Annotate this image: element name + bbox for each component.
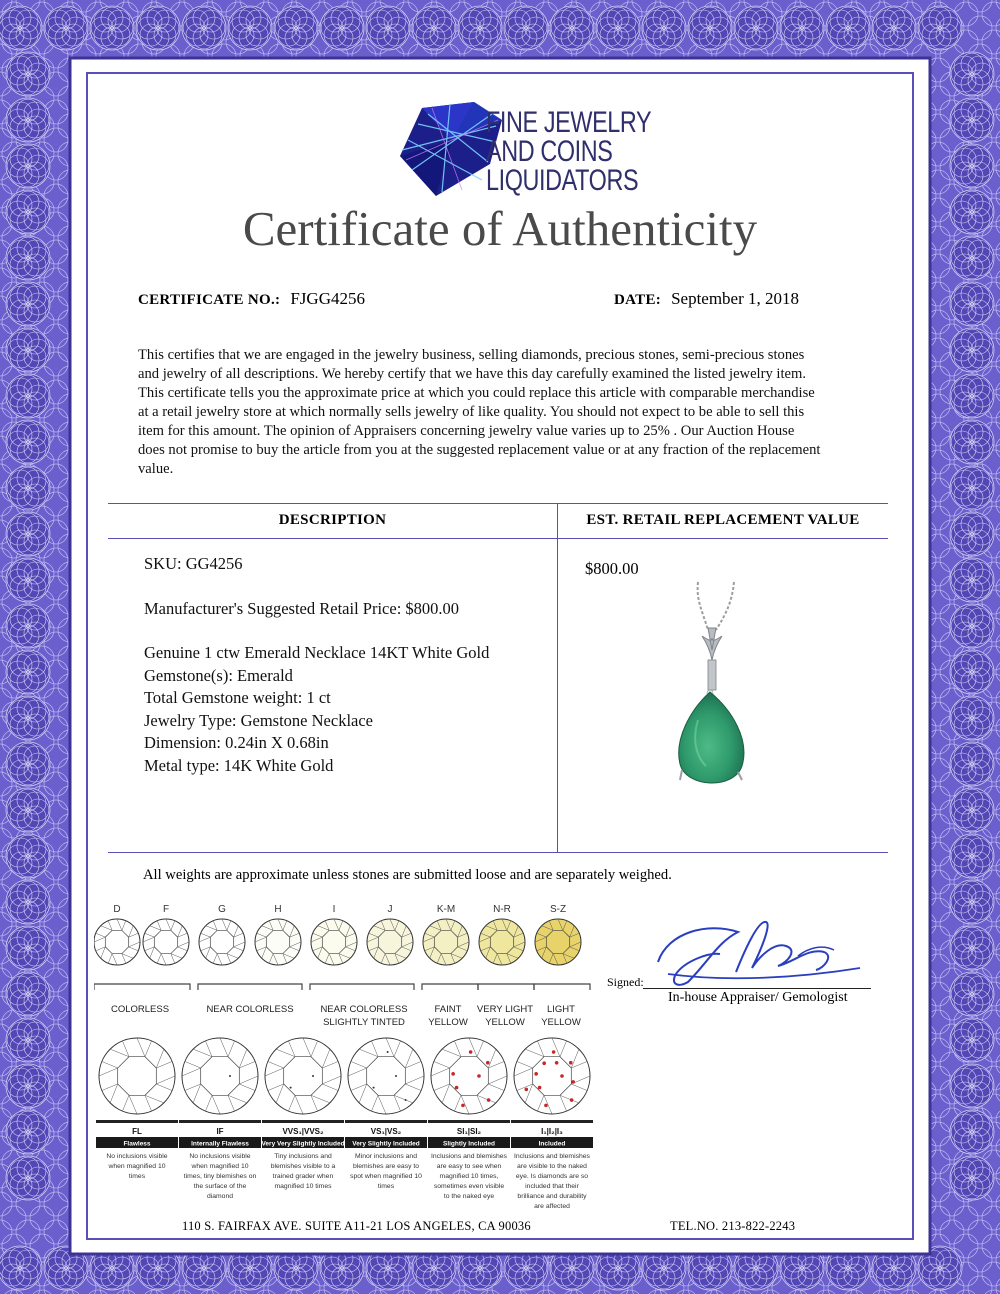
- clarity-description-line: are easy to see when: [436, 1163, 502, 1170]
- clarity-grade-stone: [265, 1038, 341, 1114]
- color-grade-letter: K-M: [436, 904, 456, 915]
- date-label: DATE:: [614, 292, 662, 308]
- clarity-description-line: Tiny inclusions and: [274, 1153, 332, 1160]
- border-rosette: [366, 6, 410, 50]
- certificate-number-label: CERTIFICATE NO.:: [138, 292, 281, 308]
- color-group-bracket: [198, 984, 302, 990]
- clarity-code: I₁|I₂|I₃: [541, 1127, 563, 1136]
- clarity-code: FL: [132, 1127, 142, 1136]
- clarity-description-line: blemishes visible to a: [270, 1163, 336, 1170]
- color-group-label: SLIGHTLY TINTED: [323, 1017, 405, 1028]
- border-rosette: [6, 604, 50, 648]
- intro-line: This certifies that we are engaged in the jewelry business, selling diamonds, precious stones, semi-precious stones: [138, 347, 805, 363]
- border-rosette: [6, 98, 50, 142]
- border-rosette: [182, 6, 226, 50]
- color-grade-stone: [311, 919, 357, 965]
- border-rosette: [274, 6, 318, 50]
- border-rosette: [228, 6, 272, 50]
- border-rosette: [320, 6, 364, 50]
- emerald-necklace-image: [650, 580, 760, 800]
- border-rosette: [950, 558, 994, 602]
- border-rosette: [6, 834, 50, 878]
- color-group-bracket: [94, 984, 190, 990]
- border-rosette: [6, 374, 50, 418]
- border-rosette: [550, 6, 594, 50]
- detail-line: Gemstone(s): Emerald: [144, 665, 293, 685]
- border-rosette: [6, 512, 50, 556]
- clarity-description-line: brilliance and durability: [517, 1193, 587, 1200]
- table-bottom-rule: [108, 852, 888, 853]
- clarity-code: VVS₁|VVS₂: [282, 1127, 324, 1136]
- border-rosette: [136, 6, 180, 50]
- border-rosette: [90, 6, 134, 50]
- clarity-description-line: trained grader when: [272, 1173, 334, 1180]
- color-grade-letter: G: [218, 904, 226, 915]
- intro-line: does not promise to buy the article from you at the suggested replacement value or at any fraction of the replacement: [138, 442, 821, 458]
- replacement-value: $800.00: [585, 559, 639, 578]
- clarity-divider: [179, 1120, 261, 1123]
- color-grade-letter: D: [113, 904, 121, 915]
- color-group-label: NEAR COLORLESS: [320, 1004, 408, 1015]
- border-rosette: [872, 6, 916, 50]
- border-rosette: [458, 6, 502, 50]
- border-rosette: [44, 6, 88, 50]
- clarity-description-line: to the naked eye: [443, 1193, 495, 1200]
- color-group-bracket: [534, 984, 590, 990]
- border-rosette: [6, 328, 50, 372]
- clarity-description-line: times: [128, 1173, 146, 1180]
- appraiser-title: In-house Appraiser/ Gemologist: [668, 990, 848, 1005]
- date-value: September 1, 2018: [671, 289, 800, 308]
- clarity-description-line: No inclusions visible: [106, 1153, 168, 1160]
- intro-line: This certificate tells you the approximate price at which you could replace this article with comparable merchandise: [138, 385, 815, 401]
- border-rosette: [6, 1064, 50, 1108]
- border-rosette: [950, 926, 994, 970]
- color-group-bracket: [478, 984, 534, 990]
- color-group-bracket: [310, 984, 414, 990]
- border-rosette: [950, 1110, 994, 1154]
- border-rosette: [826, 6, 870, 50]
- clarity-name: Included: [538, 1140, 566, 1148]
- logo-wordmark: [486, 108, 651, 195]
- border-rosette: [734, 6, 778, 50]
- clarity-name: Flawless: [123, 1140, 151, 1148]
- border-rosette: [780, 6, 824, 50]
- certificate-number-row: [138, 289, 365, 309]
- border-rosette: [688, 6, 732, 50]
- clarity-description-line: included that their: [525, 1183, 579, 1190]
- certificate-number-value: FJGG4256: [290, 289, 365, 308]
- clarity-code: IF: [216, 1127, 224, 1136]
- intro-line: item for this amount. The opinion of Appraisers concerning jewelry value varies up to 25% . Our Auction House: [138, 423, 795, 439]
- border-rosette: [950, 420, 994, 464]
- sku-text: SKU: GG4256: [144, 554, 243, 573]
- border-rosette: [6, 880, 50, 924]
- border-rosette: [6, 558, 50, 602]
- border-rosette: [6, 1156, 50, 1200]
- border-rosette: [6, 52, 50, 96]
- intro-line: at a retail jewelry store at which normally sells jewelry of like quality. You should not expect to be able to sell this: [138, 404, 805, 420]
- border-rosette: [950, 880, 994, 924]
- border-rosette: [950, 742, 994, 786]
- border-rosette: [950, 834, 994, 878]
- color-group-label: COLORLESS: [110, 1004, 170, 1015]
- clarity-divider: [511, 1120, 593, 1123]
- color-group-label: YELLOW: [485, 1017, 525, 1028]
- color-grade-stone: [143, 919, 189, 965]
- color-grade-stone: [423, 919, 469, 965]
- table-header-rule: [108, 538, 888, 539]
- border-rosette: [6, 926, 50, 970]
- border-rosette: [6, 420, 50, 464]
- clarity-name: Internally Flawless: [191, 1140, 249, 1148]
- description-header: DESCRIPTION: [278, 512, 387, 528]
- detail-line: Total Gemstone weight: 1 ct: [144, 688, 331, 707]
- color-group-label: NEAR COLORLESS: [206, 1004, 294, 1015]
- clarity-description-line: sometimes even visible: [433, 1183, 505, 1190]
- clarity-description-line: No inclusions visible: [189, 1153, 251, 1160]
- table-column-divider: [557, 503, 558, 852]
- border-rosette: [6, 466, 50, 510]
- detail-line: Dimension: 0.24in X 0.68in: [144, 733, 329, 752]
- intro-line: value.: [138, 461, 174, 477]
- border-rosette: [504, 6, 548, 50]
- value-header: EST. RETAIL REPLACEMENT VALUE: [586, 512, 860, 528]
- weights-note: All weights are approximate unless stones are submitted loose and are separately weighed.: [143, 867, 672, 883]
- color-grade-stone: [199, 919, 245, 965]
- border-rosette: [950, 98, 994, 142]
- table-top-rule: [108, 503, 888, 504]
- detail-line: Jewelry Type: Gemstone Necklace: [144, 710, 373, 730]
- border-rosette: [950, 328, 994, 372]
- border-rosette: [950, 1064, 994, 1108]
- clarity-grade-stone: [182, 1038, 258, 1114]
- border-rosette: [0, 1246, 42, 1290]
- border-rosette: [6, 282, 50, 326]
- border-rosette: [6, 696, 50, 740]
- color-grade-letter: H: [274, 904, 282, 915]
- border-rosette: [950, 282, 994, 326]
- clarity-grade-stone: [431, 1038, 507, 1114]
- border-rosette: [950, 972, 994, 1016]
- detail-line: Genuine 1 ctw Emerald Necklace 14KT White Gold: [144, 643, 490, 662]
- clarity-divider: [345, 1120, 427, 1123]
- border-rosette: [950, 604, 994, 648]
- clarity-divider: [262, 1120, 344, 1123]
- border-rosette: [6, 650, 50, 694]
- clarity-grade-stone: [514, 1038, 590, 1114]
- clarity-grade-stone: [99, 1038, 175, 1114]
- clarity-divider: [428, 1120, 510, 1123]
- clarity-name: Slightly Included: [442, 1140, 496, 1148]
- handwritten-signature: [648, 912, 868, 992]
- border-rosette: [950, 512, 994, 556]
- footer-phone: TEL.NO. 213-822-2243: [670, 1219, 796, 1233]
- clarity-description-line: magnified 10 times: [274, 1183, 332, 1190]
- clarity-description-line: times, tiny blemishes on: [183, 1173, 257, 1180]
- clarity-code: SI₁|SI₂: [456, 1127, 482, 1136]
- clarity-description-line: spot when magnified 10: [350, 1173, 422, 1180]
- color-grade-letter: I: [332, 904, 336, 915]
- clarity-description-line: diamond: [206, 1193, 234, 1200]
- clarity-name: Very Slightly Included: [352, 1140, 420, 1148]
- diamond-grading-chart: [94, 896, 606, 1216]
- page-title: Certificate of Authenticity: [242, 201, 758, 256]
- intro-paragraph: [138, 346, 878, 479]
- color-group-label: YELLOW: [541, 1017, 581, 1028]
- clarity-description-line: are visible to the naked: [517, 1163, 587, 1170]
- border-rosette: [642, 6, 686, 50]
- clarity-code: VS₁|VS₂: [370, 1127, 402, 1136]
- clarity-grade-stone: [348, 1038, 424, 1114]
- clarity-description-line: when magnified 10: [108, 1163, 166, 1170]
- clarity-divider: [96, 1120, 178, 1123]
- color-group-label: VERY LIGHT: [476, 1004, 534, 1015]
- color-grade-letter: N-R: [493, 904, 511, 915]
- border-rosette: [918, 6, 962, 50]
- color-grade-stone: [94, 919, 140, 965]
- border-rosette: [6, 1018, 50, 1062]
- intro-line: and jewelry of all descriptions. We hereby certify that we have this day carefully examined the listed jewelry item.: [138, 366, 807, 382]
- clarity-description-line: times: [377, 1183, 395, 1190]
- logo-line-1: FINE JEWELRY: [486, 106, 652, 139]
- detail-line: Metal type: 14K White Gold: [144, 755, 334, 775]
- color-group-bracket: [422, 984, 478, 990]
- msrp-text: Manufacturer's Suggested Retail Price: $800.00: [144, 598, 460, 618]
- border-rosette: [950, 1018, 994, 1062]
- clarity-description-line: are affected: [534, 1203, 570, 1210]
- border-rosette: [950, 144, 994, 188]
- border-rosette: [950, 788, 994, 832]
- color-grade-letter: S-Z: [549, 904, 567, 915]
- footer-address: 110 S. FAIRFAX AVE. SUITE A11-21 LOS ANGELES, CA 90036: [182, 1219, 531, 1233]
- border-rosette: [950, 466, 994, 510]
- color-grade-stone: [479, 919, 525, 965]
- date-row: [614, 289, 799, 309]
- clarity-name: Very Very Slightly Included: [261, 1140, 345, 1148]
- signed-label: Signed:: [607, 975, 644, 989]
- color-grade-stone: [367, 919, 413, 965]
- border-rosette: [950, 650, 994, 694]
- clarity-description-line: Inclusions and blemishes: [431, 1153, 507, 1160]
- border-rosette: [412, 6, 456, 50]
- logo-line-3: LIQUIDATORS: [486, 164, 639, 197]
- border-rosette: [0, 6, 42, 50]
- clarity-description-line: blemishes are easy to: [352, 1163, 420, 1170]
- clarity-description-line: eye. Is diamonds are so: [515, 1173, 589, 1180]
- color-group-label: YELLOW: [428, 1017, 468, 1028]
- border-rosette: [6, 972, 50, 1016]
- border-rosette: [950, 1156, 994, 1200]
- color-group-label: FAINT: [434, 1004, 462, 1015]
- border-rosette: [950, 52, 994, 96]
- border-rosette: [6, 742, 50, 786]
- color-grade-letter: F: [162, 904, 170, 915]
- clarity-description-line: magnified 10 times,: [439, 1173, 499, 1180]
- item-description: [144, 554, 489, 778]
- color-grade-stone: [535, 919, 581, 965]
- color-grade-letter: J: [387, 904, 393, 915]
- clarity-description-line: Inclusions and blemishes: [514, 1153, 590, 1160]
- logo-line-2: AND COINS: [486, 135, 613, 168]
- border-rosette: [6, 788, 50, 832]
- clarity-description-line: the surface of the: [193, 1183, 247, 1190]
- color-grade-stone: [255, 919, 301, 965]
- clarity-description-line: Minor inclusions and: [355, 1153, 417, 1160]
- border-rosette: [596, 6, 640, 50]
- border-rosette: [6, 144, 50, 188]
- color-group-label: LIGHT: [547, 1004, 575, 1015]
- border-rosette: [950, 374, 994, 418]
- clarity-description-line: when magnified 10: [191, 1163, 249, 1170]
- border-rosette: [950, 696, 994, 740]
- border-rosette: [6, 1110, 50, 1154]
